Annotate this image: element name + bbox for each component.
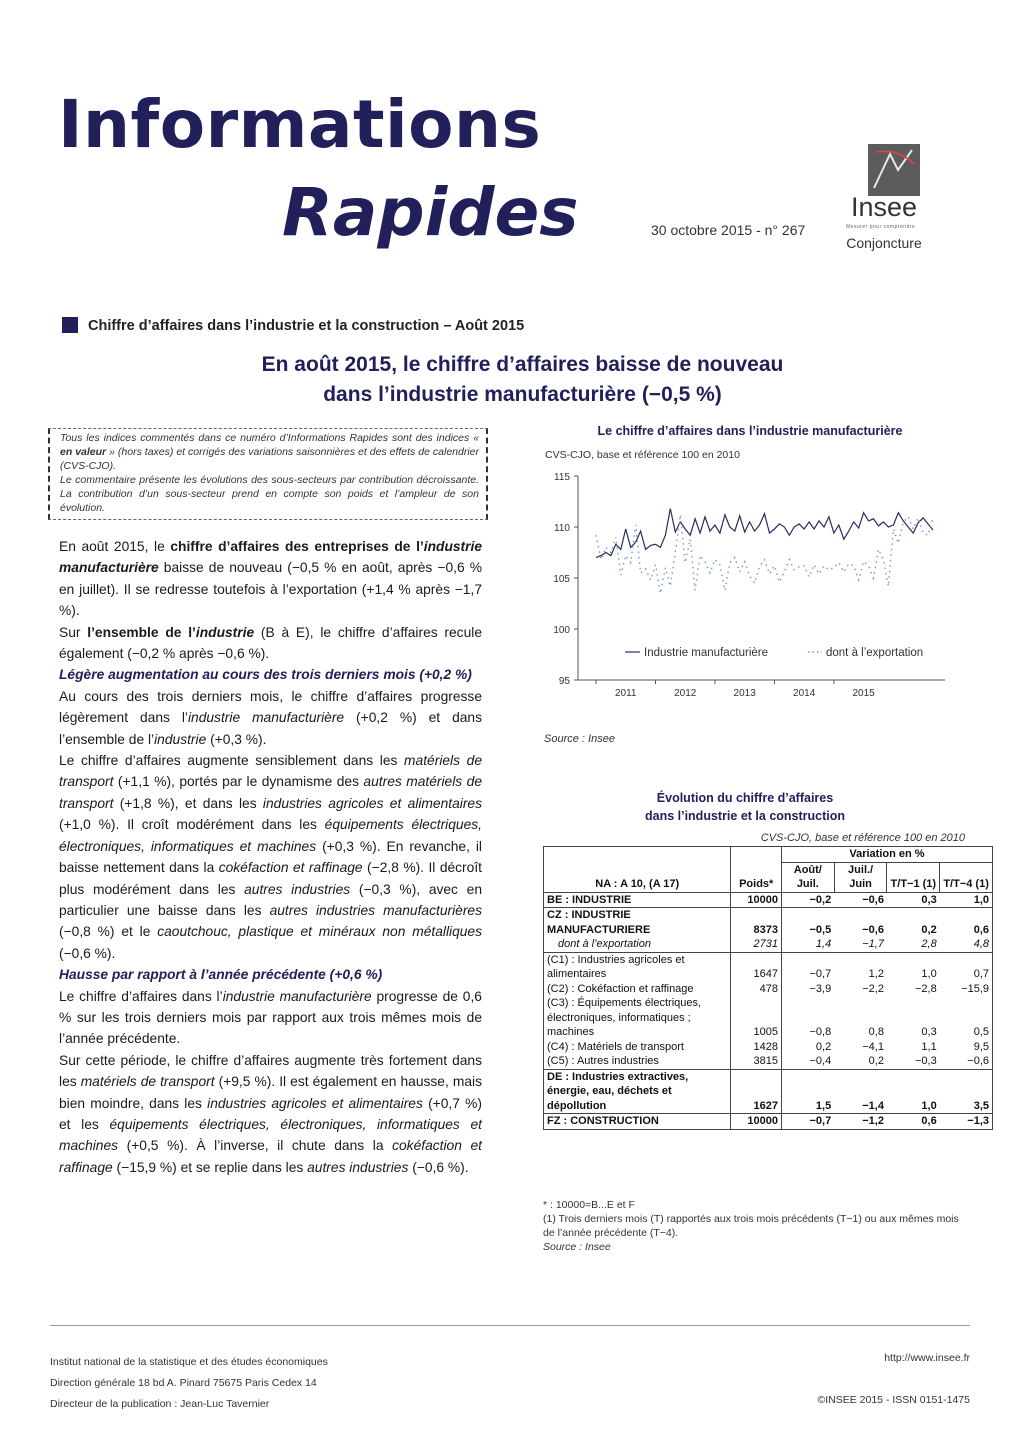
row-value: 0,6: [940, 908, 993, 938]
footer-info: [50, 1352, 328, 1415]
note-paragraph-1: Tous les indices commentés dans ce numéro d’Informations Rapides sont des indices « en valeur » (hors taxes) et corrigés des variations saisonnières et des effets de calendrier (CVS-CJO).: [60, 432, 479, 472]
row-value: 0,5: [940, 996, 993, 1040]
y-tick-label: 100: [553, 625, 570, 636]
logo-name: Insee: [850, 192, 918, 222]
row-value: −1,4: [834, 1069, 887, 1114]
masthead-title: Informations: [58, 86, 542, 163]
row-label: FZ : CONSTRUCTION: [544, 1114, 731, 1130]
table-body: [544, 892, 993, 1129]
row-value: −2,8: [914, 982, 937, 995]
row-value: 1,2: [834, 952, 887, 982]
kicker: [62, 317, 524, 334]
row-value: −0,7: [781, 952, 834, 982]
logo-mark-icon: [868, 144, 920, 196]
legend-label-export: dont à l’exportation: [826, 647, 924, 659]
chart-source: Source : Insee: [544, 733, 615, 745]
logo-tagline: Mesurer pour comprendre: [846, 224, 916, 230]
footer-line3: Directeur de la publication : Jean-Luc Tavernier: [50, 1398, 270, 1410]
x-tick-label: 2012: [674, 688, 697, 699]
row-value: 0,2: [887, 908, 940, 938]
body-paragraph-1: En août 2015, le chiffre d’affaires des entreprises de l’industrie manufacturière baisse de nouveau (−0,5 % en août, après −0,6 % en juillet). Il se redresse toutefois à l’exportation (+1,4 % après −1,7 %).: [59, 539, 483, 619]
col-header-group: Variation en %: [781, 847, 992, 863]
table-foot-2: (1) Trois derniers mois (T) rapportés aux trois mois précédents (T−1) ou aux mêmes mois de l’année précédente (T−4).: [543, 1213, 959, 1239]
row-label: (C5) : Autres industries: [544, 1054, 731, 1069]
row-value: −15,9: [940, 982, 993, 997]
row-value: 0,2: [868, 1055, 884, 1067]
col-header-poids: Poids*: [731, 847, 782, 893]
issue-date: 30 octobre 2015 - n° 267: [651, 222, 806, 238]
body-paragraph-6: Sur cette période, le chiffre d’affaires augmente très fortement dans les matériels de transport (+9,5 %). Il est également en hausse, mais bien moindre, dans les industries agricoles et alimentaires (+0,7 %) et les équipements électriques, électroniques, informatiques et machines (+0,5 %). À l’inverse, il chute dans la cokéfaction et raffinage (−15,9 %) et se replie dans les autres industries (−0,6 %).: [59, 1052, 482, 1175]
kicker-text: Chiffre d’affaires dans l’industrie et la construction – Août 2015: [88, 318, 525, 334]
row-label: (C3) : Équipements électriques, électroniques, informatiques ; machines: [544, 996, 731, 1040]
row-value: 1,0: [940, 892, 993, 908]
row-value: −0,4: [809, 1055, 832, 1067]
row-label: DE : Industries extractives, énergie, eau, déchets et dépollution: [544, 1069, 731, 1114]
footer-line1: Institut national de la statistique et des études économiques: [50, 1356, 328, 1368]
col-header-na: NA : A 10, (A 17): [544, 847, 731, 893]
row-value: 0,3: [921, 1026, 937, 1038]
headline: [150, 350, 895, 410]
row-value: −0,3: [914, 1055, 937, 1067]
turnover-table: [543, 846, 993, 1130]
y-tick-label: 115: [554, 472, 570, 483]
table-unit-note: CVS-CJO, base et référence 100 en 2010: [760, 832, 965, 844]
col-header-2: Juil./ Juin: [834, 862, 887, 892]
chart-subtitle: CVS-CJO, base et référence 100 en 2010: [545, 449, 740, 461]
row-poids: 1005: [731, 996, 782, 1040]
row-label: (C1) : Industries agricoles et alimentaires: [544, 952, 731, 982]
row-value: −4,1: [862, 1040, 884, 1053]
table-title: [540, 789, 950, 825]
body-paragraph-5: Le chiffre d’affaires dans l’industrie manufacturière progresse de 0,6 % sur les trois derniers mois par rapport aux trois mêmes mois de l’année précédente.: [59, 988, 482, 1047]
row-value: −1,2: [834, 1114, 887, 1130]
footer-copyright: ©INSEE 2015 - ISSN 0151-1475: [817, 1394, 970, 1406]
row-value: −1,7: [862, 938, 884, 950]
table-title-line2: dans l’industrie et la construction: [644, 809, 846, 823]
row-poids: 1428: [731, 1040, 782, 1055]
legend-label-industrie: Industrie manufacturière: [644, 647, 769, 659]
footer-divider: [50, 1325, 970, 1326]
table-row: [544, 1114, 993, 1130]
table-row: [544, 892, 993, 908]
row-value: −0,8: [809, 1026, 832, 1038]
headline-line2: dans l’industrie manufacturière (−0,5 %): [323, 383, 722, 406]
x-tick-label: 2014: [793, 688, 816, 699]
row-value: 4,8: [940, 937, 993, 952]
headline-line1: En août 2015, le chiffre d’affaires baisse de nouveau: [261, 353, 784, 376]
row-value: −0,7: [781, 1114, 834, 1130]
row-label: CZ : INDUSTRIE MANUFACTURIERE: [544, 908, 731, 938]
turnover-line-chart: [540, 462, 960, 707]
row-value: 2,8: [921, 938, 937, 950]
logo-sub: Conjoncture: [846, 235, 922, 251]
row-value: −1,3: [940, 1114, 993, 1130]
table-title-line1: Évolution du chiffre d’affaires: [656, 791, 834, 805]
row-label: BE : INDUSTRIE: [544, 892, 731, 908]
row-poids: 1647: [731, 952, 782, 982]
row-value: 0,3: [921, 893, 937, 906]
row-value: 3,5: [940, 1069, 993, 1114]
y-tick-label: 110: [554, 523, 570, 534]
row-value: 1,5: [781, 1069, 834, 1114]
row-poids: 3815: [731, 1054, 782, 1069]
x-tick-label: 2015: [852, 688, 875, 699]
row-poids: 10000: [731, 1114, 782, 1130]
x-tick-label: 2013: [733, 688, 756, 699]
row-value: 0,2: [815, 1040, 832, 1053]
table-row: [544, 1069, 993, 1114]
row-value: −3,9: [809, 982, 832, 995]
col-header-1: Août/ Juil.: [781, 862, 834, 892]
table-row: [544, 908, 993, 938]
body-paragraph-2: Sur l’ensemble de l’industrie (B à E), le chiffre d’affaires recule également (−0,2 % après −0,6 %).: [59, 624, 482, 662]
footer-line2: Direction générale 18 bd A. Pinard 75675 Paris Cedex 14: [50, 1377, 317, 1389]
row-poids: 10000: [731, 892, 782, 908]
row-label: dont à l’exportation: [544, 937, 731, 952]
section-heading-2: Hausse par rapport à l’année précédente (+0,6 %): [59, 967, 383, 983]
row-value: −2,2: [862, 982, 884, 995]
body-paragraph-3: Au cours des trois derniers mois, le chiffre d’affaires progresse légèrement dans l’industrie manufacturière (+0,2 %) et dans l’ensemble de l’industrie (+0,3 %).: [59, 688, 482, 747]
row-poids: 2731: [731, 937, 782, 952]
table-row: [544, 937, 993, 952]
chart-title: Le chiffre d’affaires dans l’industrie manufacturière: [597, 424, 903, 438]
row-value: −0,2: [809, 893, 832, 906]
row-poids: 8373: [731, 908, 782, 938]
section-heading-1: Légère augmentation au cours des trois derniers mois (+0,2 %): [59, 667, 472, 683]
table-row: [544, 982, 993, 997]
y-tick-label: 105: [553, 574, 570, 585]
row-value: 0,7: [940, 952, 993, 982]
row-value: −0,5: [781, 908, 834, 938]
kicker-square-icon: [62, 317, 78, 333]
table-foot-3: Source : Insee: [543, 1241, 611, 1253]
row-poids: 478: [731, 982, 782, 997]
footer-url-link[interactable]: http://www.insee.fr: [884, 1352, 970, 1364]
series-line-industrie: [596, 509, 933, 558]
row-value: 0,8: [868, 1026, 884, 1038]
masthead-subtitle: Rapides: [282, 174, 579, 251]
table-row: [544, 952, 993, 982]
row-poids: 1627: [731, 1069, 782, 1114]
insee-logo: [840, 140, 930, 255]
body-paragraph-4: Le chiffre d’affaires augmente sensiblement dans les matériels de transport (+1,1 %), portés par le dynamisme des autres matériels de transport (+1,8 %), et dans les industries agricoles et alimentaires (+1,0 %). Il croît modérément dans les équipements électriques, électroniques, informatiques et machines (+0,3 %). En revanche, il baisse nettement dans la cokéfaction et raffinage (−2,8 %). Il décroît plus modérément dans les autres industries (−0,3 %), avec en particulier une baisse dans les autres industries manufacturières (−0,8 %) et le caoutchouc, plastique et minéraux non métalliques (−0,6 %).: [59, 753, 482, 961]
row-value: 1,0: [887, 952, 940, 982]
series-line-export: [596, 515, 933, 594]
col-header-4: T/T−4 (1): [940, 862, 993, 892]
row-value: 1,1: [921, 1040, 937, 1053]
note-paragraph-2: Le commentaire présente les évolutions des sous-secteurs par contribution décroissante. La contribution d’un sous-secteur prend en compte son poids et l’ampleur de son évolution.: [60, 474, 479, 514]
methodology-note: [48, 428, 488, 520]
table-footnotes: [543, 1198, 973, 1254]
x-tick-label: 2011: [614, 688, 637, 699]
y-tick-label: 95: [558, 676, 570, 687]
row-value: −0,6: [940, 1054, 993, 1069]
table-foot-1: * : 10000=B...E et F: [543, 1199, 635, 1211]
row-value: −0,6: [862, 893, 884, 906]
row-value: −0,6: [834, 908, 887, 938]
row-value: 9,5: [940, 1040, 993, 1055]
row-label: (C2) : Cokéfaction et raffinage: [544, 982, 731, 997]
table-row: [544, 1054, 993, 1069]
row-value: 1,4: [815, 938, 832, 950]
article-body: [59, 536, 482, 1178]
table-row: [544, 996, 993, 1040]
row-value: 0,6: [887, 1114, 940, 1130]
row-label: (C4) : Matériels de transport: [544, 1040, 731, 1055]
col-header-3: T/T−1 (1): [887, 862, 940, 892]
table-row: [544, 1040, 993, 1055]
row-value: 1,0: [887, 1069, 940, 1114]
